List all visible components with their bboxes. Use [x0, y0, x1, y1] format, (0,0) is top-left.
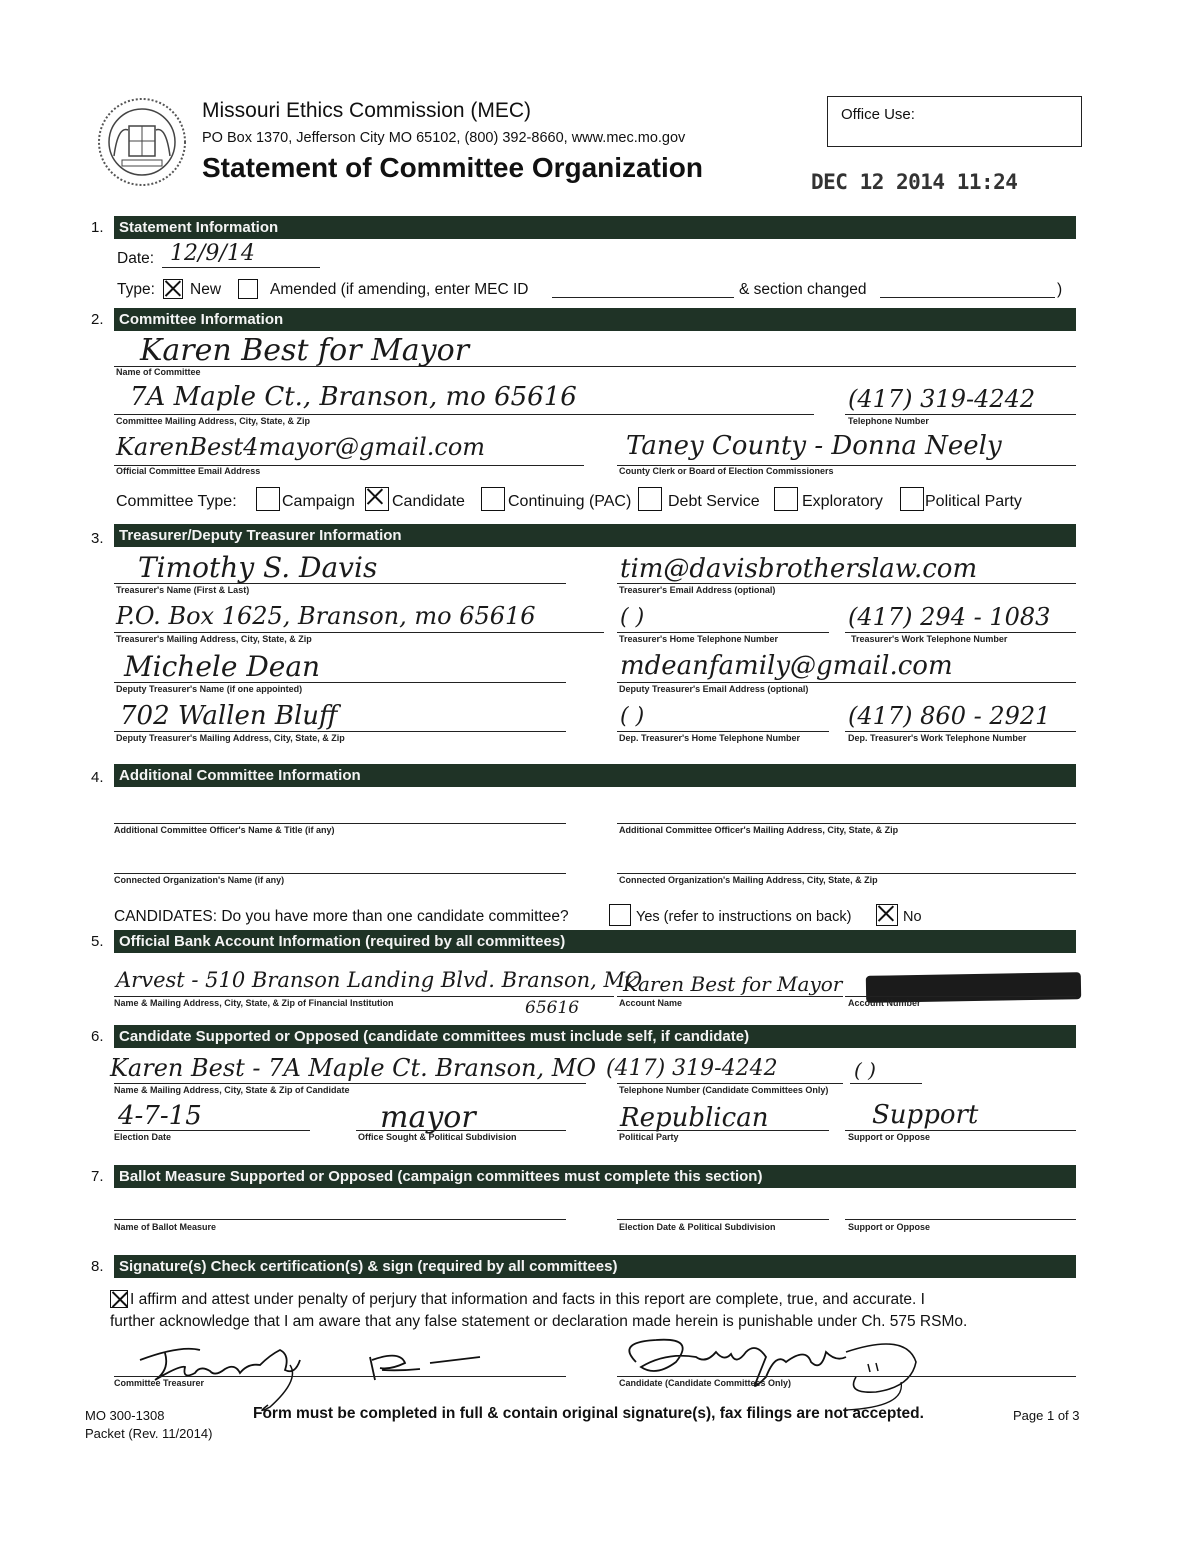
committee-address-value[interactable]: 7A Maple Ct., Branson, mo 65616	[130, 382, 577, 412]
treasurer-home-phone-caption: Treasurer's Home Telephone Number	[619, 634, 779, 644]
treasurer-name-caption: Treasurer's Name (First & Last)	[116, 585, 250, 595]
section-3-header: Treasurer/Deputy Treasurer Information	[114, 524, 1076, 547]
org-name-line[interactable]	[114, 873, 566, 874]
deputy-address-caption: Deputy Treasurer's Mailing Address, City, State, & Zip	[116, 733, 345, 743]
packet-revision: Packet (Rev. 11/2014)	[85, 1426, 213, 1441]
deputy-name-caption: Deputy Treasurer's Name (if one appointed)	[116, 684, 303, 694]
account-name-caption: Account Name	[619, 998, 683, 1008]
officer-name-line[interactable]	[114, 823, 566, 824]
new-label: New	[190, 281, 222, 298]
org-address-caption: Connected Organization's Mailing Address, City, State, & Zip	[619, 875, 878, 885]
committee-name-caption: Name of Committee	[116, 367, 201, 377]
treasurer-email-line	[617, 583, 1076, 584]
election-date-line	[114, 1130, 310, 1131]
deputy-email-caption: Deputy Treasurer's Email Address (optional)	[619, 684, 809, 694]
multiple-committees-yes-checkbox[interactable]	[609, 904, 631, 926]
deputy-name-value[interactable]: Michele Dean	[124, 650, 321, 683]
page-number: Page 1 of 3	[1013, 1408, 1080, 1423]
treasurer-name-value[interactable]: Timothy S. Davis	[138, 551, 378, 584]
county-clerk-value[interactable]: Taney County - Donna Neely	[626, 431, 1002, 461]
deputy-home-phone-line	[617, 731, 829, 732]
ballot-election-caption: Election Date & Political Subdivision	[619, 1222, 776, 1232]
treasurer-signature-caption: Committee Treasurer	[114, 1378, 205, 1388]
section-1-header: Statement Information	[114, 216, 1076, 239]
candidate-phone-caption: Telephone Number (Candidate Committees Only)	[619, 1085, 829, 1095]
county-clerk-caption: County Clerk or Board of Election Commissioners	[619, 466, 834, 476]
section-2-header: Committee Information	[114, 308, 1076, 331]
committee-phone-caption: Telephone Number	[848, 416, 929, 426]
election-date-value[interactable]: 4-7-15	[118, 1101, 202, 1131]
form-number: MO 300-1308	[85, 1408, 165, 1423]
party-value[interactable]: Republican	[620, 1103, 769, 1133]
ballot-support-line[interactable]	[845, 1219, 1076, 1220]
ballot-measure-caption: Name of Ballot Measure	[114, 1222, 217, 1232]
section-7-number: 7.	[91, 1168, 104, 1185]
date-value[interactable]: 12/9/14	[170, 241, 255, 266]
amended-label: Amended (if amending, enter MEC ID	[270, 281, 529, 298]
exploratory-label: Exploratory	[802, 493, 883, 510]
form-title: Statement of Committee Organization	[202, 152, 703, 183]
section-8-number: 8.	[91, 1258, 104, 1275]
account-number-caption: Account Number	[848, 998, 921, 1008]
treasurer-work-phone-caption: Treasurer's Work Telephone Number	[851, 634, 1008, 644]
candidate-phone2-line	[850, 1083, 922, 1084]
continuing-pac-label: Continuing (PAC)	[508, 493, 632, 510]
treasurer-home-phone-line	[617, 632, 829, 633]
section-5-header: Official Bank Account Information (required by all committees)	[114, 930, 1076, 953]
affirm-line-2: further acknowledge that I am aware that any false statement or declaration made herein is punishable under Ch. 575 RSMo.	[110, 1313, 968, 1330]
committee-type-label: Committee Type:	[116, 493, 237, 510]
treasurer-address-caption: Treasurer's Mailing Address, City, State, & Zip	[116, 634, 312, 644]
candidate-signature-line	[617, 1376, 1076, 1377]
deputy-address-line	[114, 731, 566, 732]
section-changed-line[interactable]	[880, 297, 1055, 298]
deputy-work-phone-caption: Dep. Treasurer's Work Telephone Number	[848, 733, 1027, 743]
candidate-caption: Name & Mailing Address, City, State & Zip of Candidate	[114, 1085, 350, 1095]
section-6-number: 6.	[91, 1028, 104, 1045]
treasurer-work-phone-line	[845, 632, 1076, 633]
affirm-checkbox[interactable]	[110, 1290, 128, 1308]
deputy-work-phone-line	[845, 731, 1076, 732]
committee-address-line	[114, 414, 814, 415]
section-changed-label: & section changed	[739, 281, 867, 298]
candidate-checkbox[interactable]	[365, 487, 389, 511]
candidate-value[interactable]: Karen Best - 7A Maple Ct. Branson, MO	[110, 1054, 597, 1082]
multiple-committees-yes-label: Yes (refer to instructions on back)	[636, 909, 852, 925]
continuing-pac-checkbox[interactable]	[481, 487, 505, 511]
candidate-phone-value[interactable]: (417) 319-4242	[606, 1056, 778, 1081]
treasurer-work-phone-value[interactable]: (417) 294 - 1083	[848, 603, 1051, 631]
exploratory-checkbox[interactable]	[774, 487, 798, 511]
deputy-email-line	[617, 682, 1076, 683]
org-name-caption: Connected Organization's Name (if any)	[114, 875, 285, 885]
section-8-header: Signature(s) Check certification(s) & sign (required by all committees)	[114, 1255, 1076, 1278]
deputy-name-line	[114, 682, 566, 683]
committee-email-value[interactable]: KarenBest4mayor@gmail.com	[116, 433, 486, 461]
campaign-label: Campaign	[282, 493, 355, 510]
treasurer-address-line	[114, 632, 604, 633]
office-caption: Office Sought & Political Subdivision	[358, 1132, 517, 1142]
candidate-signature	[606, 1322, 936, 1412]
multiple-committees-no-checkbox[interactable]	[876, 904, 898, 926]
committee-name-line	[114, 366, 1076, 367]
support-caption: Support or Oppose	[848, 1132, 930, 1142]
support-line	[845, 1130, 1076, 1131]
treasurer-address-value[interactable]: P.O. Box 1625, Branson, mo 65616	[116, 602, 536, 630]
candidate-phone2-value[interactable]: ( )	[854, 1058, 876, 1082]
treasurer-name-line	[114, 583, 566, 584]
officer-address-line[interactable]	[617, 823, 1076, 824]
treasurer-signature	[120, 1335, 500, 1415]
section-5-number: 5.	[91, 933, 104, 950]
footer-notice: Form must be completed in full & contain original signature(s), fax filings are not accepted.	[253, 1405, 924, 1422]
type-label: Type:	[117, 281, 155, 298]
political-party-checkbox[interactable]	[900, 487, 924, 511]
close-paren: )	[1057, 281, 1063, 298]
deputy-address-value[interactable]: 702 Wallen Bluff	[120, 701, 338, 731]
bank-zip-value[interactable]: 65616	[525, 998, 580, 1018]
party-line	[617, 1130, 829, 1131]
support-value[interactable]: Support	[872, 1100, 979, 1130]
debt-service-label: Debt Service	[668, 493, 760, 510]
political-party-label: Political Party	[925, 493, 1022, 510]
section-6-header: Candidate Supported or Opposed (candidate committees must include self, if candidate)	[114, 1025, 1076, 1048]
committee-email-caption: Official Committee Email Address	[116, 466, 261, 476]
deputy-home-phone-value[interactable]: ( )	[620, 704, 645, 729]
org-address: PO Box 1370, Jefferson City MO 65102, (800) 392-8660, www.mec.mo.gov	[202, 130, 686, 146]
affirm-line-1: I affirm and attest under penalty of perjury that information and facts in this report are complete, true, and accurate. I	[130, 1291, 925, 1308]
bank-caption: Name & Mailing Address, City, State, & Zip of Financial Institution	[114, 998, 394, 1008]
office-line	[356, 1130, 566, 1131]
mec-id-line[interactable]	[552, 297, 734, 298]
section-2-number: 2.	[91, 311, 104, 328]
treasurer-email-caption: Treasurer's Email Address (optional)	[619, 585, 776, 595]
candidate-phone-line	[617, 1083, 843, 1084]
section-4-header: Additional Committee Information	[114, 764, 1076, 787]
officer-address-caption: Additional Committee Officer's Mailing Address, City, State, & Zip	[619, 825, 899, 835]
ballot-support-caption: Support or Oppose	[848, 1222, 930, 1232]
ballot-measure-line[interactable]	[114, 1219, 566, 1220]
candidate-label: Candidate	[392, 493, 465, 510]
date-label: Date:	[117, 250, 155, 267]
treasurer-email-value[interactable]: tim@davisbrotherslaw.com	[620, 554, 978, 584]
mec-seal-logo	[96, 96, 188, 188]
office-value[interactable]: mayor	[380, 1100, 476, 1135]
bank-line	[114, 996, 614, 997]
treasurer-signature-line	[114, 1376, 566, 1377]
amended-checkbox[interactable]	[238, 279, 258, 299]
deputy-home-phone-caption: Dep. Treasurer's Home Telephone Number	[619, 733, 801, 743]
section-7-header: Ballot Measure Supported or Opposed (campaign committees must complete this section)	[114, 1165, 1076, 1188]
campaign-checkbox[interactable]	[256, 487, 280, 511]
candidates-question: CANDIDATES: Do you have more than one candidate committee?	[114, 908, 569, 925]
account-name-line	[617, 996, 843, 997]
party-caption: Political Party	[619, 1132, 679, 1142]
office-use-label: Office Use:	[841, 106, 915, 123]
officer-name-caption: Additional Committee Officer's Name & Title (if any)	[114, 825, 335, 835]
committee-address-caption: Committee Mailing Address, City, State, & Zip	[116, 416, 311, 426]
candidate-line	[114, 1083, 586, 1084]
received-stamp: DEC 12 2014 11:24	[811, 170, 1018, 194]
committee-name-value[interactable]: Karen Best for Mayor	[140, 333, 470, 368]
org-address-line[interactable]	[617, 873, 1076, 874]
election-date-caption: Election Date	[114, 1132, 172, 1142]
candidate-signature-caption: Candidate (Candidate Committees Only)	[619, 1378, 792, 1388]
committee-phone-line	[845, 414, 1076, 415]
deputy-email-value[interactable]: mdeanfamily@gmail.com	[620, 651, 953, 681]
bank-value[interactable]: Arvest - 510 Branson Landing Blvd. Branson, MO	[116, 968, 643, 992]
account-number-line	[845, 996, 1076, 997]
deputy-work-phone-value[interactable]: (417) 860 - 2921	[848, 702, 1051, 730]
section-3-number: 3.	[91, 530, 104, 547]
multiple-committees-no-label: No	[903, 909, 922, 925]
account-name-value[interactable]: Karen Best for Mayor	[623, 972, 843, 996]
org-name: Missouri Ethics Commission (MEC)	[202, 99, 532, 122]
office-use-box	[827, 96, 1082, 147]
committee-phone-value[interactable]: (417) 319-4242	[848, 385, 1036, 413]
date-line	[162, 267, 320, 268]
debt-service-checkbox[interactable]	[638, 487, 662, 511]
section-4-number: 4.	[91, 769, 104, 786]
new-checkbox[interactable]	[163, 279, 183, 299]
treasurer-home-phone-value[interactable]: ( )	[620, 605, 645, 630]
ballot-election-line[interactable]	[617, 1219, 829, 1220]
section-1-number: 1.	[91, 219, 104, 236]
